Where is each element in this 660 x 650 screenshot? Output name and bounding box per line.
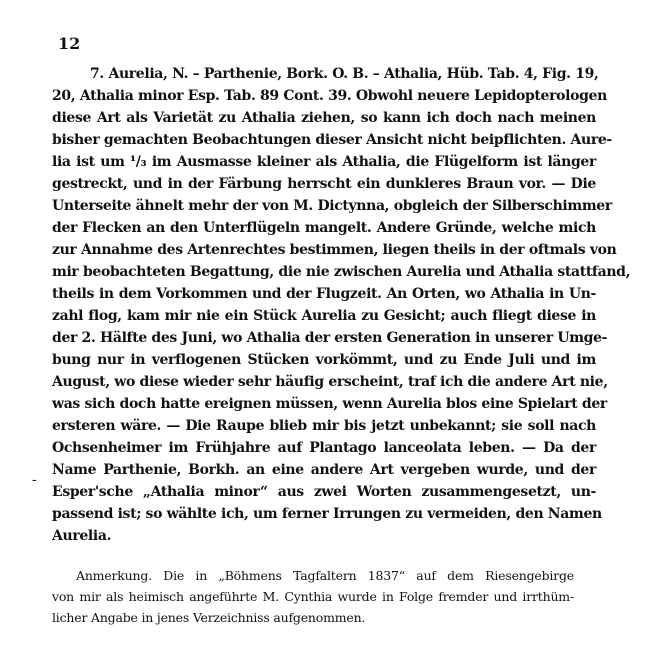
paragraph-line: Unterseite ähnelt mehr der von M. Dictynna, obgleich der Silberschimmer [52,198,612,214]
paragraph-line: lia ist um ¹/₃ im Ausmasse kleiner als Athalia, die Flügelform ist länger [52,154,596,170]
paragraph-line: bisher gemachten Beobachtungen dieser Ansicht nicht beipflichten. Aure- [52,132,612,148]
paragraph-line: ersteren wäre. — Die Raupe blieb mir bis jetzt unbekannt; sie soll nach [52,418,596,434]
paragraph-line: was sich doch hatte ereignen müssen, wenn Aurelia blos eine Spielart der [52,396,607,412]
paragraph-line: diese Art als Varietät zu Athalia ziehen, so kann ich doch nach meinen [52,110,596,126]
note-line: von mir als heimisch angeführte M. Cynthia wurde in Folge fremder und irrthüm- [52,589,574,604]
paragraph-line: der 2. Hälfte des Juni, wo Athalia der ersten Generation in unserer Umge- [52,330,608,346]
paragraph-line: theils in dem Vorkommen und der Flugzeit. An Orten, wo Athalia in Un- [52,286,596,302]
paragraph-line: Esper'sche „Athalia minor“ aus zwei Worten zusammengesetzt, un- [52,484,596,500]
paragraph-line: der Flecken an den Unterflügeln mangelt. Andere Gründe, welche mich [52,220,596,236]
paragraph-line: mir beobachteten Begattung, die nie zwischen Aurelia und Athalia stattfand, [52,264,631,280]
paragraph-line: zahl flog, kam mir nie ein Stück Aurelia zu Gesicht; auch fliegt diese in [52,308,596,324]
paragraph-line: Name Parthenie, Borkh. an eine andere Art vergeben wurde, und der [52,462,596,478]
paragraph-line: Aurelia. [52,528,112,544]
paragraph-line: gestreckt, und in der Färbung herrscht ein dunkleres Braun vor. — Die [52,176,596,192]
paragraph-line: passend ist; so wählte ich, um ferner Irrungen zu vermeiden, den Namen [52,506,602,522]
paragraph-line: August, wo diese wieder sehr häufig erscheint, traf ich die andere Art nie, [52,374,608,390]
note-line: Anmerkung. Die in „Böhmens Tagfaltern 1837“ auf dem Riesengebirge [76,568,574,583]
paragraph-line: bung nur in verflogenen Stücken vorkömmt, und zu Ende Juli und im [52,352,596,368]
page-number: 12 [58,34,81,53]
paragraph-line: 7. Aurelia, N. – Parthenie, Bork. O. B. – Athalia, Hüb. Tab. 4, Fig. 19, [90,66,599,82]
note-line: licher Angabe in jenes Verzeichniss aufgenommen. [52,610,366,625]
paragraph-line: Ochsenheimer im Frühjahre auf Plantago lanceolata leben. — Da der [52,440,596,456]
paragraph-line: zur Annahme des Artenrechtes bestimmen, liegen theils in der oftmals von [52,242,617,258]
margin-mark: - [32,472,37,488]
paragraph-line: 20, Athalia minor Esp. Tab. 89 Cont. 39. Obwohl neuere Lepidopterologen [52,88,607,104]
